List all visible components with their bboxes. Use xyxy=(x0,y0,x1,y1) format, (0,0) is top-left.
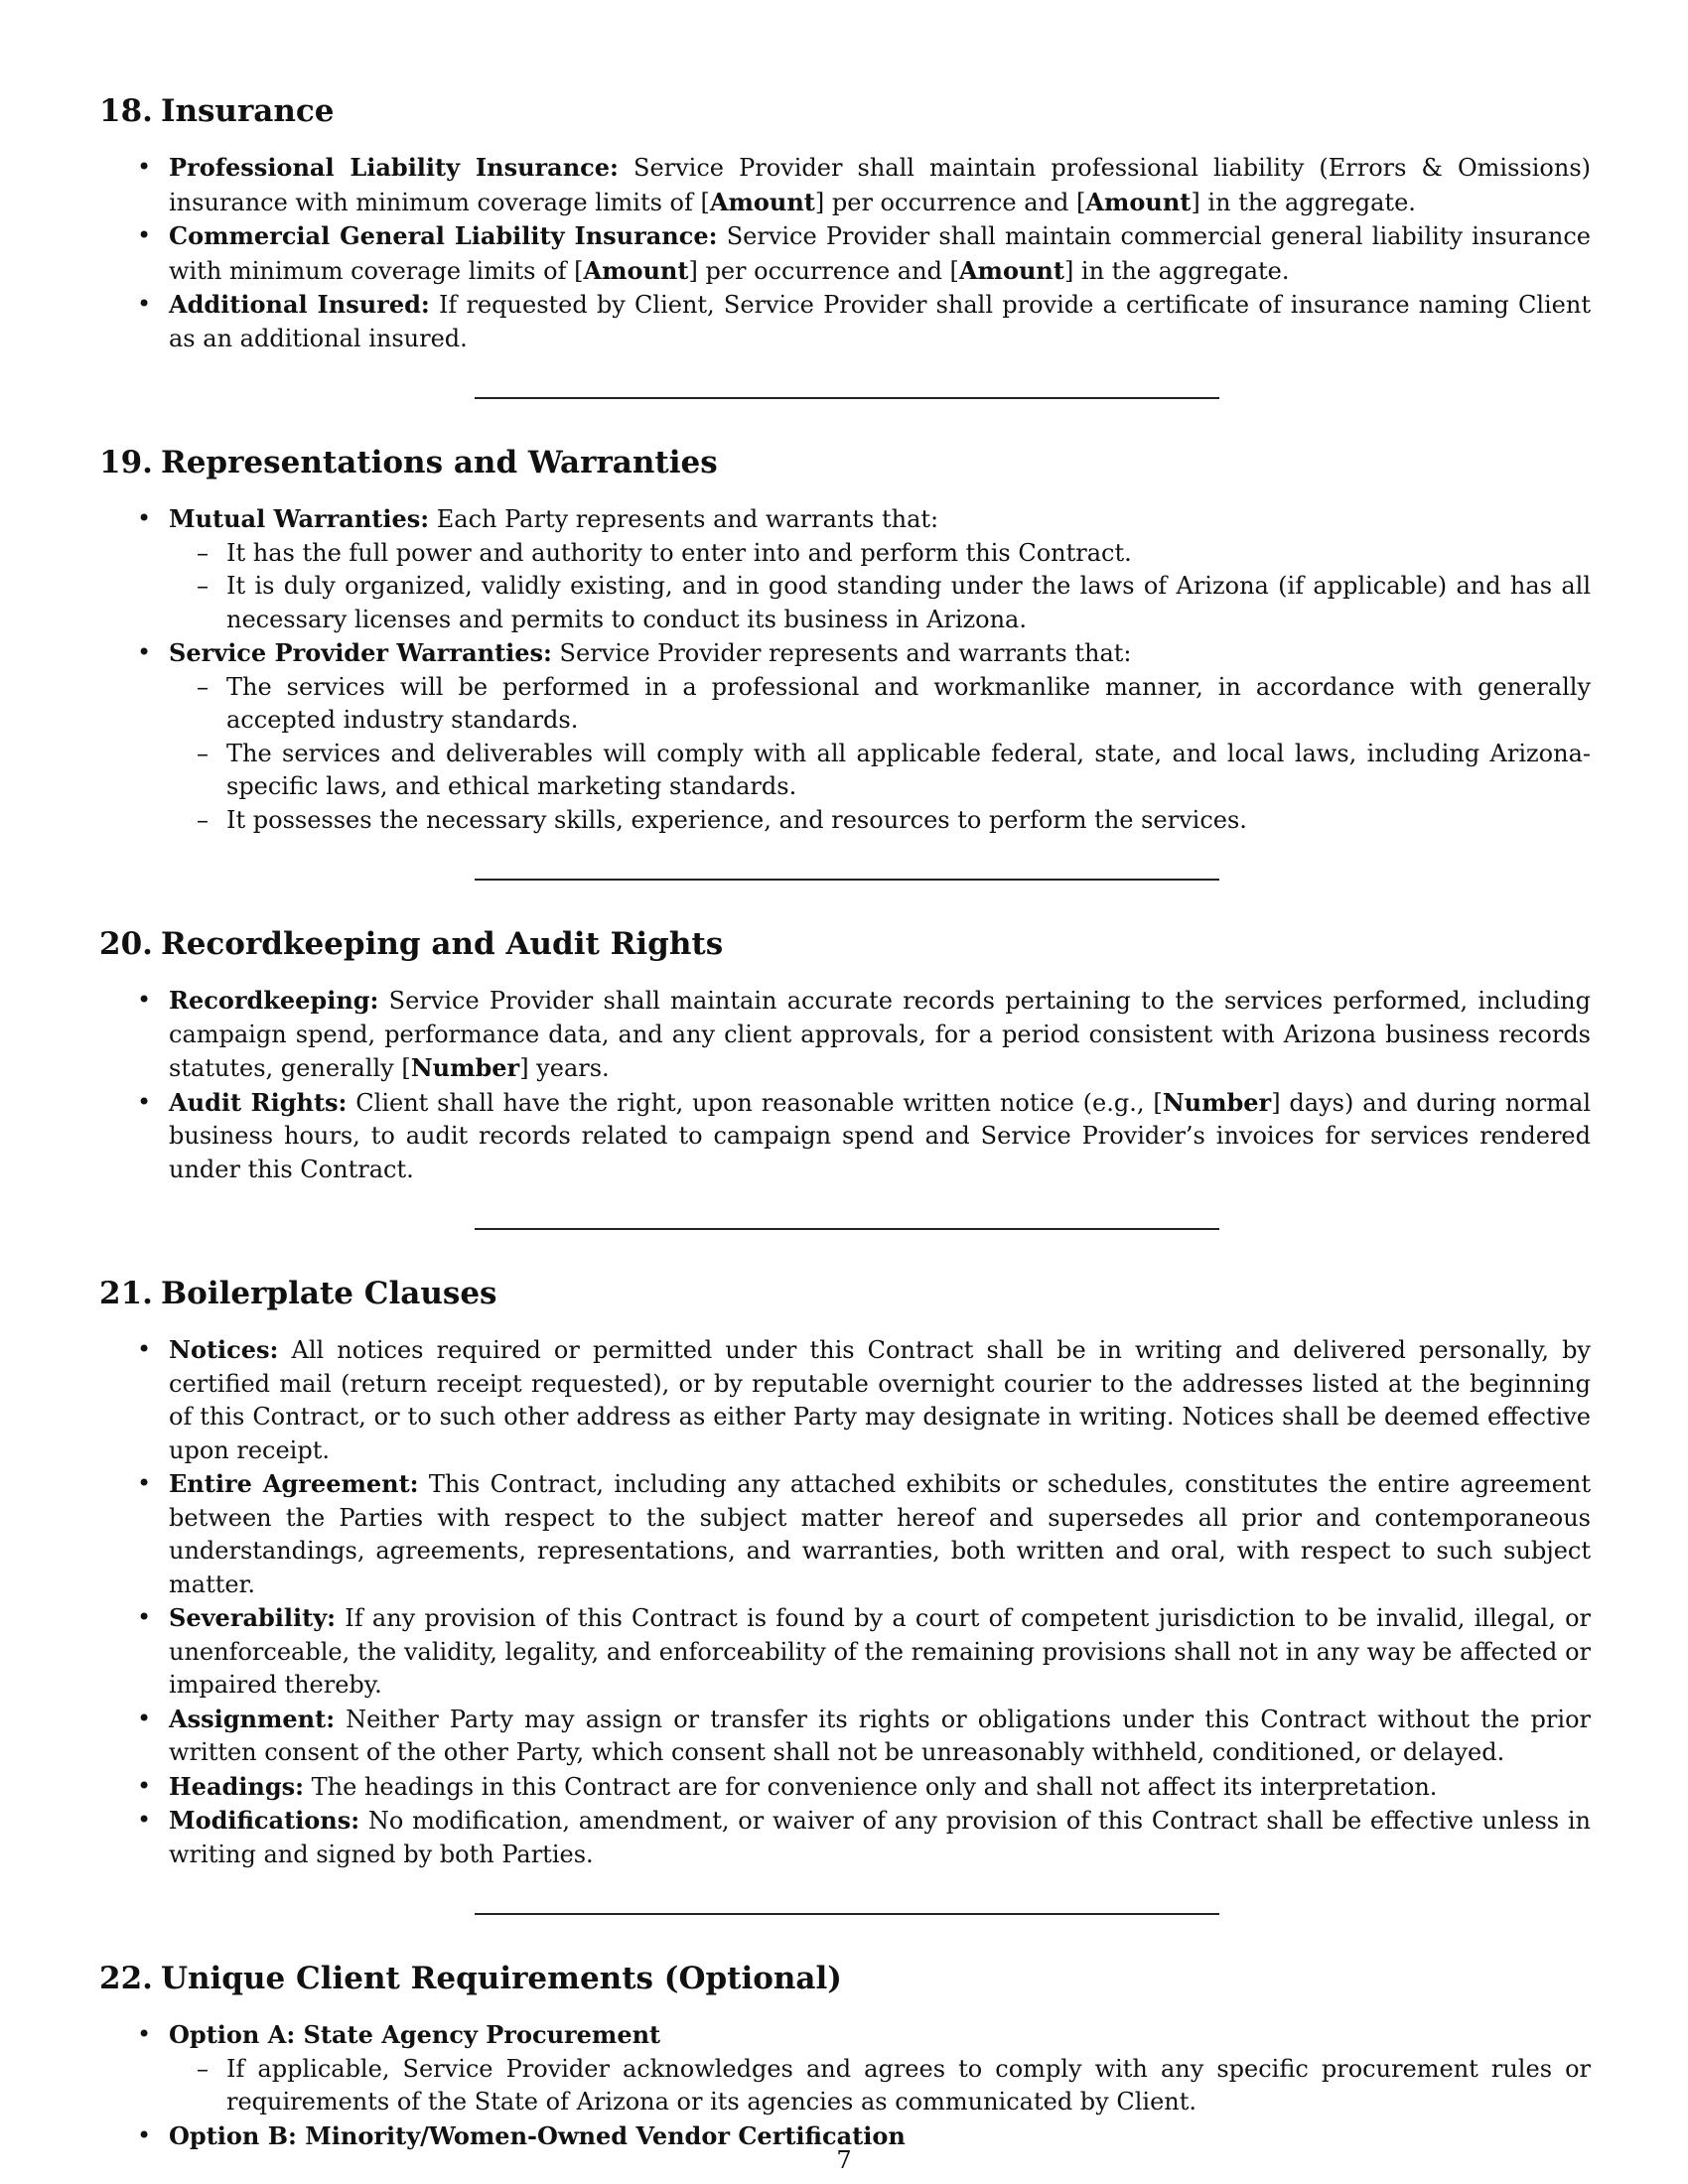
list-item: • Mutual Warranties: Each Party represents and warrants that: – It has the full power and authority to enter into and perform this Contract. – It is duly organized, validly existing, and in good standing under the laws of Arizona (if applicable) and has all necessary licenses and permits to conduct its business in Arizona. xyxy=(99,502,1591,636)
list-item: • Service Provider Warranties: Service Provider represents and warrants that: – The services will be performed in a professional and workmanlike manner, in accordance with generally accepted industry standards. – The services and deliverables will comply with all applicable federal, state, and local laws, including Arizona-specific laws, and ethical marketing standards. – It possesses the necessary skills, experience, and resources to perform the services. xyxy=(99,636,1591,837)
sub-list-item: – It is duly organized, validly existing, and in good standing under the laws of Arizona (if applicable) and has all necessary licenses and permits to conduct its business in Arizona. xyxy=(169,570,1591,636)
section-heading: 22. Unique Client Requirements (Optional) xyxy=(99,1961,842,1996)
sub-list xyxy=(169,671,1591,838)
list-item: • Notices: All notices required or permitted under this Contract shall be in writing and delivered personally, by certified mail (return receipt requested), or by reputable overnight courier to the addresses listed at the beginning of this Contract, or to such other address as either Party may designate in writing. Notices shall be deemed effective upon receipt. xyxy=(99,1333,1591,1467)
list-item: • Professional Liability Insurance: Service Provider shall maintain professional liability (Errors & Omissions) insurance with minimum coverage limits of [Amount] per occurrence and [Amount] in the aggregate. xyxy=(99,151,1591,219)
sub-list-item: – The services and deliverables will comply with all applicable federal, state, and local laws, including Arizona-specific laws, and ethical marketing standards. xyxy=(169,738,1591,804)
document-page xyxy=(99,91,1591,2153)
bullet-list xyxy=(99,984,1591,1186)
list-item: • Modifications: No modification, amendment, or waiver of any provision of this Contract shall be effective unless in writing and signed by both Parties. xyxy=(99,1804,1591,1871)
list-item: • Audit Rights: Client shall have the right, upon reasonable written notice (e.g., [Number] days) and during normal business hours, to audit records related to campaign spend and Service Provider’s invoices for services rendered under this Contract. xyxy=(99,1086,1591,1187)
bullet-list xyxy=(99,151,1591,355)
section-insurance xyxy=(99,91,1591,355)
section-heading: 21. Boilerplate Clauses xyxy=(99,1276,497,1311)
section-boilerplate xyxy=(99,1274,1591,1871)
list-item: • Option B: Minority/Women-Owned Vendor Certification xyxy=(99,2119,1591,2154)
list-item: • Assignment: Neither Party may assign or transfer its rights or obligations under this Contract without the prior written consent of the other Party, which consent shall not be unreasonably withheld, conditioned, or delayed. xyxy=(99,1703,1591,1770)
list-item: • Additional Insured: If requested by Client, Service Provider shall provide a certificate of insurance naming Client as an additional insured. xyxy=(99,288,1591,355)
sub-list-item: – If applicable, Service Provider acknowledges and agrees to comply with any specific procurement rules or requirements of the State of Arizona or its agencies as communicated by Client. xyxy=(169,2053,1591,2119)
section-divider xyxy=(475,879,1219,881)
bullet-list xyxy=(99,2018,1591,2153)
page-number: 7 xyxy=(836,2146,852,2174)
section-representations-warranties xyxy=(99,443,1591,837)
list-item: • Commercial General Liability Insurance: Service Provider shall maintain commercial general liability insurance with minimum coverage limits of [Amount] per occurrence and [Amount] in the aggregate. xyxy=(99,219,1591,288)
list-item: • Severability: If any provision of this Contract is found by a court of competent jurisdiction to be invalid, illegal, or unenforceable, the validity, legality, and enforceability of the remaining provisions shall not in any way be affected or impaired thereby. xyxy=(99,1601,1591,1703)
section-heading: 20. Recordkeeping and Audit Rights xyxy=(99,926,724,962)
section-divider xyxy=(475,1913,1219,1915)
list-item: • Entire Agreement: This Contract, including any attached exhibits or schedules, constitutes the entire agreement between the Parties with respect to the subject matter hereof and supersedes all prior and contemporaneous understandings, agreements, representations, and warranties, both written and oral, with respect to such subject matter. xyxy=(99,1467,1591,1601)
section-divider xyxy=(475,397,1219,399)
sub-list xyxy=(169,537,1591,637)
section-heading: 18. Insurance xyxy=(99,93,335,129)
list-item: • Recordkeeping: Service Provider shall maintain accurate records pertaining to the services performed, including campaign spend, performance data, and any client approvals, for a period consistent with Arizona business records statutes, generally [Number] years. xyxy=(99,984,1591,1086)
sub-list-item: – It has the full power and authority to enter into and perform this Contract. xyxy=(169,537,1591,571)
section-unique-client-requirements xyxy=(99,1959,1591,2153)
section-heading: 19. Representations and Warranties xyxy=(99,445,718,480)
list-item: • Headings: The headings in this Contract are for convenience only and shall not affect its interpretation. xyxy=(99,1770,1591,1805)
bullet-list xyxy=(99,502,1591,837)
section-divider xyxy=(475,1228,1219,1230)
list-item: • Option A: State Agency Procurement – If applicable, Service Provider acknowledges and agrees to comply with any specific procurement rules or requirements of the State of Arizona or its agencies as communicated by Client. xyxy=(99,2018,1591,2119)
sub-list-item: – It possesses the necessary skills, experience, and resources to perform the services. xyxy=(169,804,1591,838)
bullet-list xyxy=(99,1333,1591,1871)
sub-list-item: – The services will be performed in a professional and workmanlike manner, in accordance with generally accepted industry standards. xyxy=(169,671,1591,738)
sub-list xyxy=(169,2053,1591,2119)
section-recordkeeping-audit xyxy=(99,924,1591,1186)
